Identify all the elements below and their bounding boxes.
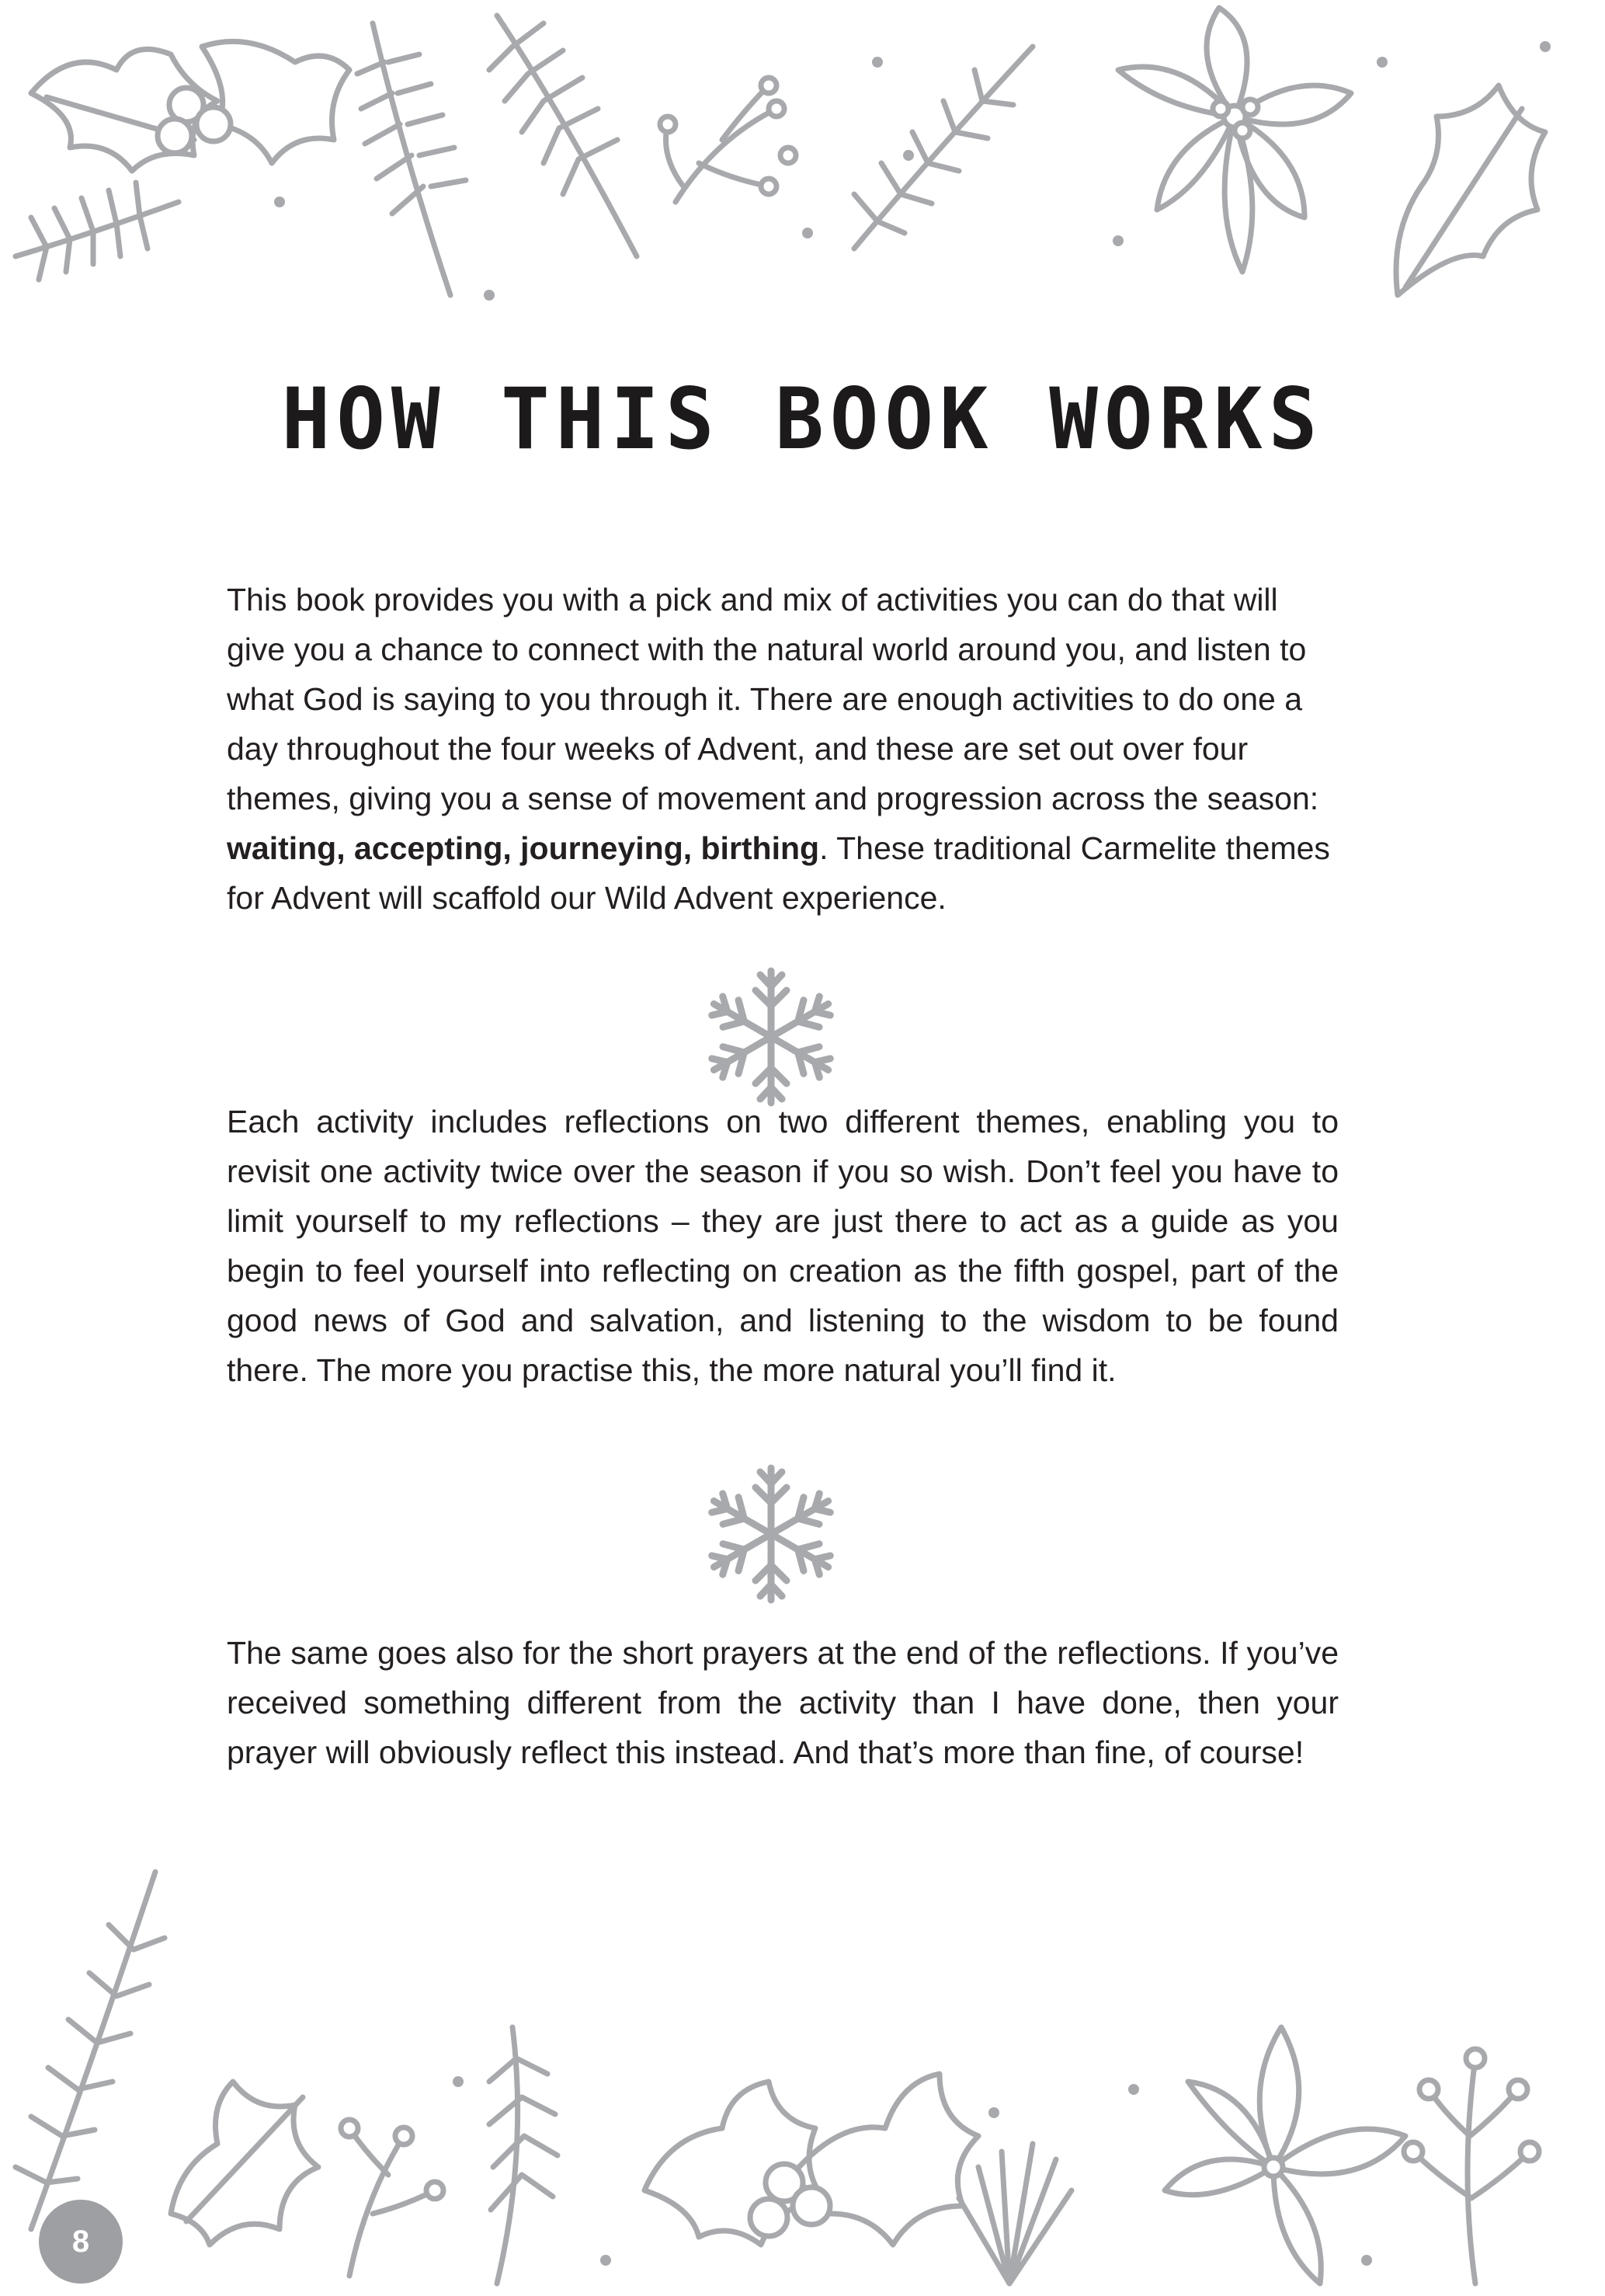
intro-text-start: This book provides you with a pick and mix of activities you can do that will give you a chance to connect with the natural world around you, and listen to what God is saying to you through it. There are enough activities to do one a day throughout the four weeks of Advent, and these are set out over four themes, giving you a sense of movement and progression across the season:: [227, 582, 1319, 816]
activity-paragraph: Each activity includes reflections on two different themes, enabling you to revisit one activity twice over the season if you so wish. Don’t feel you have to limit yourself to my reflections – they are just there to act as a guide as you begin to feel yourself into reflecting on creation as the fifth gospel, part of the good news of God and salvation, and listening to the wisdom to be found there. The more you practise this, the more natural you’ll find it.: [227, 1104, 1339, 1388]
top-botanical-border: [0, 0, 1605, 326]
bottom-botanical-border: [0, 1825, 1605, 2296]
holly-poinsettia-pine-border-icon: [0, 0, 1605, 326]
page-number: 8: [39, 2200, 123, 2284]
advent-themes: waiting, accepting, journeying, birthing: [227, 830, 820, 866]
holly-pine-berry-border-icon: [0, 1825, 1605, 2296]
prayers-paragraph: The same goes also for the short prayers at the end of the reflections. If you’ve received something different from the activity than I have done, then your prayer will obviously reflect this instead. And that’s more than fine, of course!: [227, 1635, 1339, 1770]
page-title: HOW THIS BOOK WORKS: [281, 368, 1324, 469]
snowflake-icon: [693, 1456, 849, 1612]
intro-paragraph: [227, 575, 1339, 923]
snowflake-icon: [693, 959, 849, 1115]
intro-text-end: . These traditional Carmelite themes for Advent will scaffold our Wild Advent experience.: [227, 830, 1330, 916]
